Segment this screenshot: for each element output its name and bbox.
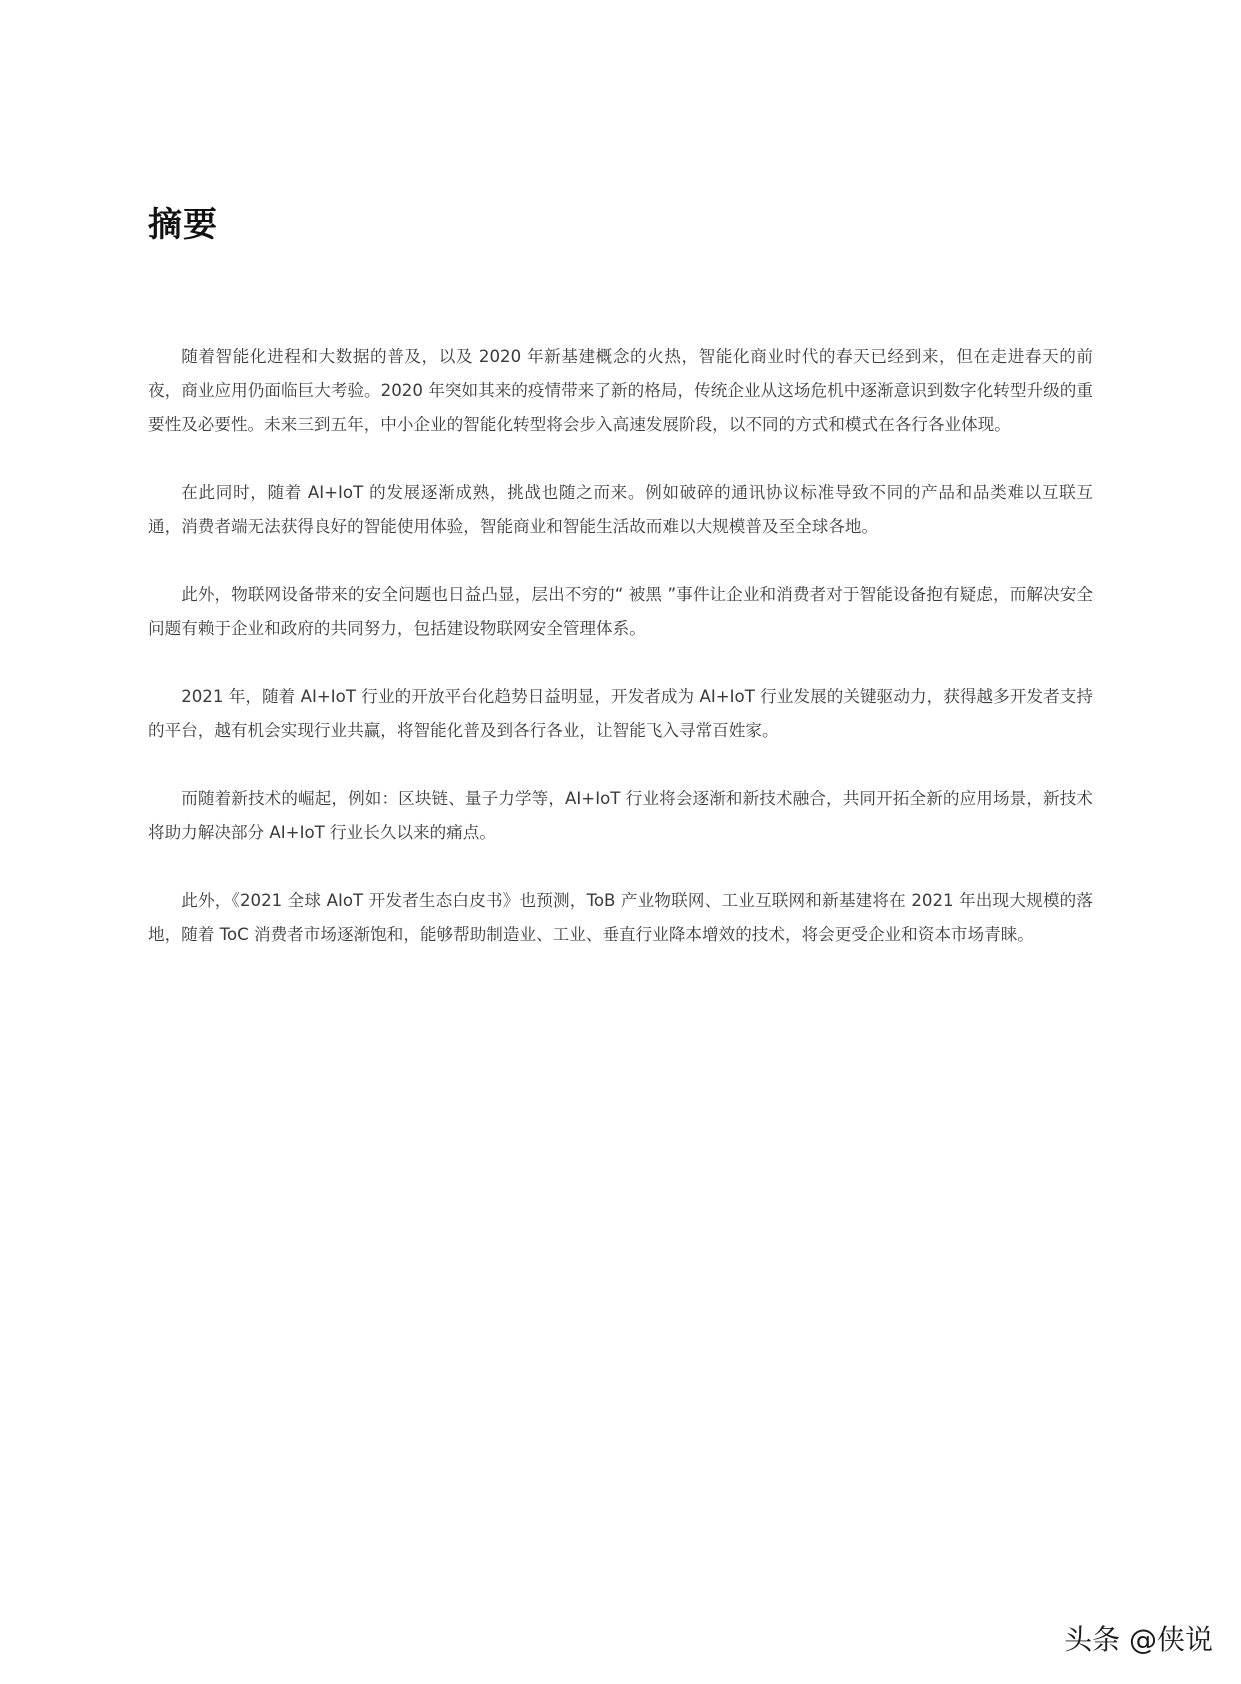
page-title: 摘要: [148, 205, 218, 245]
paragraph-3: 此外，物联网设备带来的安全问题也日益凸显，层出不穷的“ 被黑 ”事件让企业和消费者对于智能设备抱有疑虑，而解决安全问题有赖于企业和政府的共同努力，包括建设物联网安全管理体系。: [148, 585, 1093, 638]
paragraph-4: 2021 年，随着 AI+IoT 行业的开放平台化趋势日益明显，开发者成为 AI+IoT 行业发展的关键驱动力，获得越多开发者支持的平台，越有机会实现行业共赢，将智能化普及到各行各业，让智能飞入寻常百姓家。: [148, 687, 1093, 740]
paragraph-2: 在此同时，随着 AI+IoT 的发展逐渐成熟，挑战也随之而来。例如破碎的通讯协议标准导致不同的产品和品类难以互联互通，消费者端无法获得良好的智能使用体验，智能商业和智能生活故而难以大规模普及至全球各地。: [148, 483, 1093, 536]
source-watermark: 头条 @侠说: [1064, 1623, 1213, 1656]
paragraph-5: 而随着新技术的崛起，例如：区块链、量子力学等，AI+IoT 行业将会逐渐和新技术融合，共同开拓全新的应用场景，新技术将助力解决部分 AI+IoT 行业长久以来的痛点。: [148, 789, 1093, 842]
abstract-body: [148, 340, 1093, 986]
paragraph-6: 此外，《2021 全球 AIoT 开发者生态白皮书》也预测，ToB 产业物联网、工业互联网和新基建将在 2021 年出现大规模的落地，随着 ToC 消费者市场逐渐饱和，能够帮助制造业、工业、垂直行业降本增效的技术，将会更受企业和资本市场青睐。: [148, 891, 1093, 944]
paragraph-1: 随着智能化进程和大数据的普及，以及 2020 年新基建概念的火热，智能化商业时代的春天已经到来，但在走进春天的前夜，商业应用仍面临巨大考验。2020 年突如其来的疫情带来了新的格局，传统企业从这场危机中逐渐意识到数字化转型升级的重要性及必要性。未来三到五年，中小企业的智能化转型将会步入高速发展阶段，以不同的方式和模式在各行各业体现。: [148, 347, 1093, 434]
